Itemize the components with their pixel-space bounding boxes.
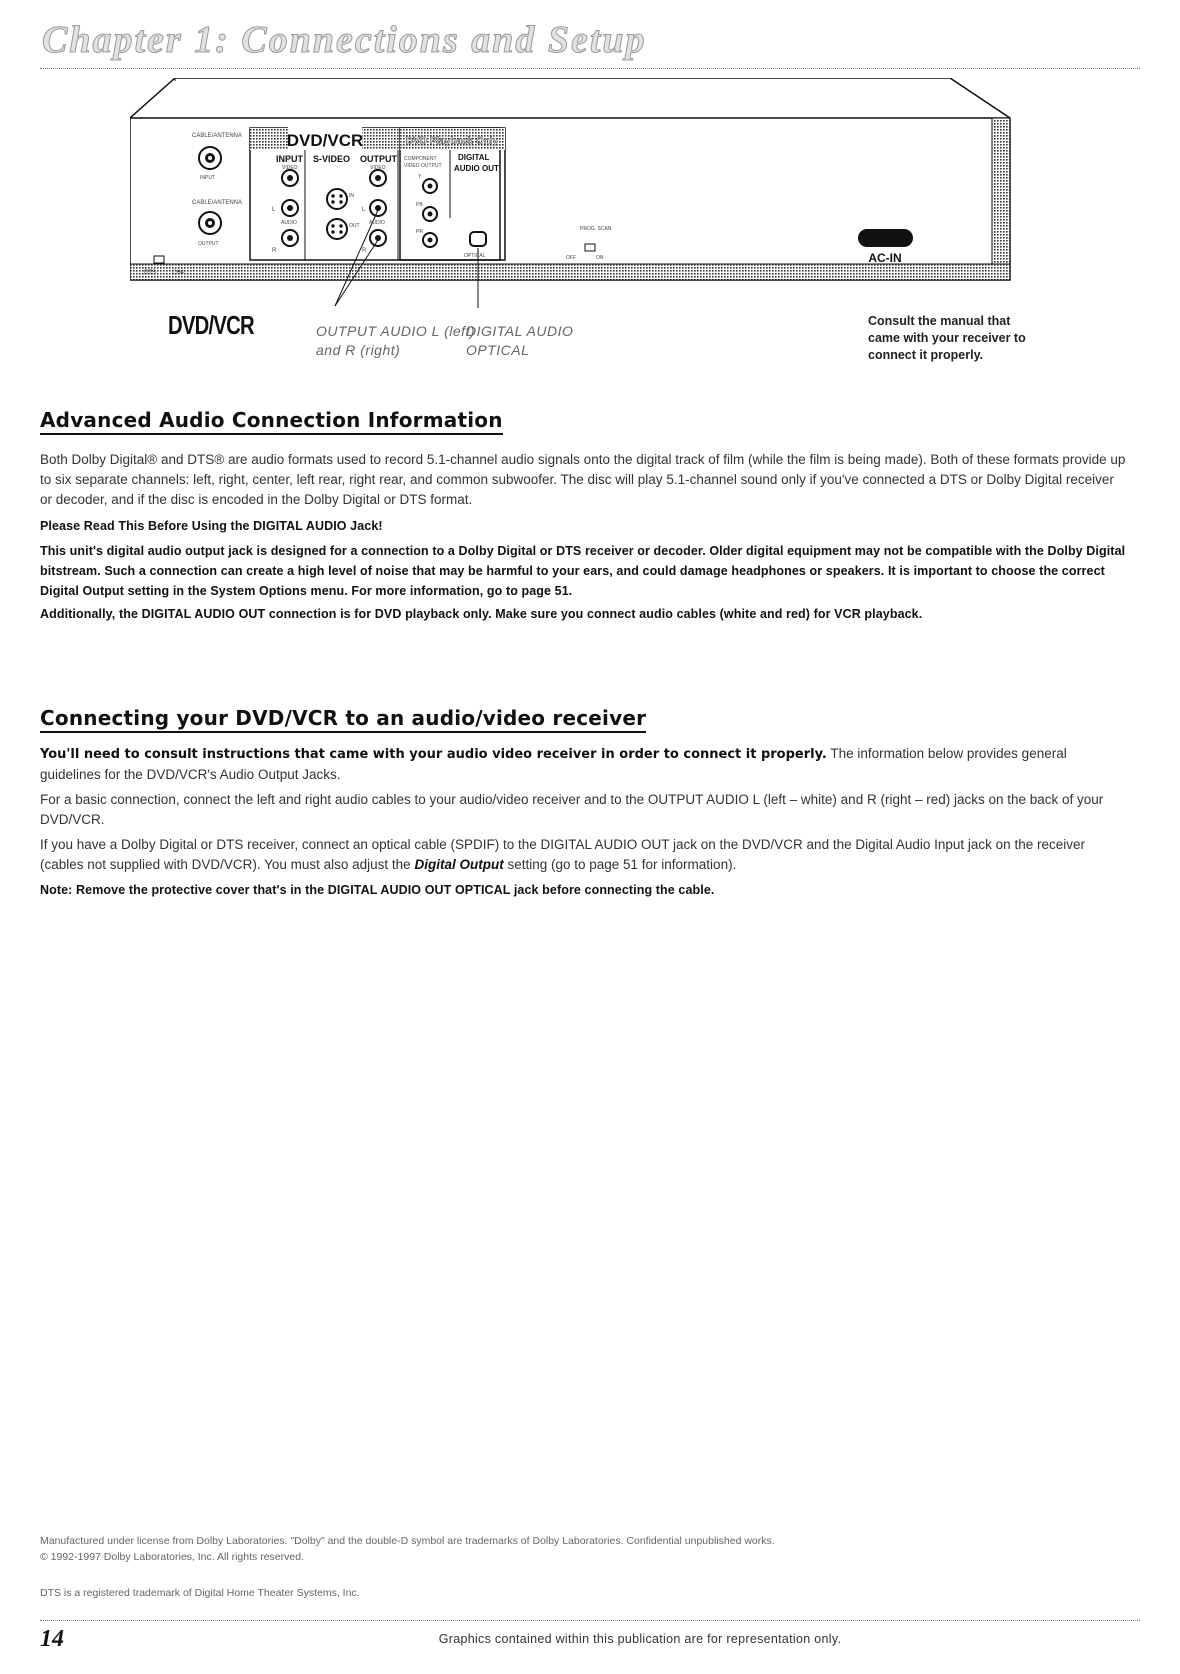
label-on: ON xyxy=(596,255,604,261)
chassis-top-outline xyxy=(130,78,1010,118)
label-component: COMPONENT xyxy=(404,156,437,162)
label-in: IN xyxy=(349,193,354,199)
label-output-small: OUTPUT xyxy=(198,241,219,247)
receiver-basic-connection: For a basic connection, connect the left and right audio cables to your audio/video receiver and to the OUTPUT AUDIO L (left – white) and R (right – red) jacks on the back of your DVD/VCR. xyxy=(40,792,1104,827)
receiver-intro-rest: The information below provides general guidelines for the DVD/VCR's Audio Output Jacks. xyxy=(40,746,1067,782)
callout-output-audio-r: and R (right) xyxy=(316,342,401,358)
digital-audio-warning-title: Please Read This Before Using the DIGITAL AUDIO Jack! xyxy=(40,519,383,533)
label-ac-in: AC-IN xyxy=(868,251,902,265)
digital-audio-warning-body: This unit's digital audio output jack is designed for a connection to a Dolby Digital or DTS receiver or decoder. Older digital equipment may not be compatible with the Dolby Digital bitstream. Such a connection can create a high level of noise that may be harmful to your ears, and could damage headphones or speakers. It is important to choose the correct Digital Output setting in the System Options menu. For more information, go to page 51. xyxy=(40,544,1126,598)
label-svideo: S-VIDEO xyxy=(313,154,351,164)
dts-trademark-line: DTS is a registered trademark of Digital Home Theater Systems, Inc. xyxy=(40,1587,360,1599)
label-r-out: R xyxy=(362,248,367,254)
label-video-output: VIDEO OUTPUT xyxy=(404,163,442,169)
receiver-optical-a: If you have a Dolby Digital or DTS receiver, connect an optical cable (SPDIF) to the DIGITAL AUDIO OUT jack on the DVD/VCR and the Digital Audio Input jack on the receiver (cables not supplied with DVD/VCR). You must also adjust the xyxy=(40,837,1085,872)
optical-jack xyxy=(470,232,486,246)
label-input-small: INPUT xyxy=(200,175,215,181)
label-y: Y xyxy=(418,174,422,180)
label-video-in: VIDEO xyxy=(282,165,298,171)
receiver-intro-bold: You'll need to consult instructions that came with your audio video receiver in order to connect it properly. xyxy=(40,747,827,762)
label-audio-out-small: AUDIO xyxy=(369,220,385,226)
label-cable-antenna-top: CABLE/ANTENNA xyxy=(192,133,243,139)
callout-digital-audio: DIGITAL AUDIO xyxy=(466,323,574,339)
label-pr: PR xyxy=(416,229,423,235)
page-number: 14 xyxy=(40,1626,64,1652)
receiver-optical-connection xyxy=(40,835,1130,875)
label-pb: PB xyxy=(416,202,423,208)
remove-cover-note: Note: Remove the protective cover that's in the DIGITAL AUDIO OUT OPTICAL jack before connecting the cable. xyxy=(40,883,715,897)
label-video-out: VIDEO xyxy=(370,165,386,171)
label-l-in: L xyxy=(272,207,276,213)
receiver-optical-b: setting (go to page 51 for information). xyxy=(503,857,737,872)
rear-panel-diagram xyxy=(130,78,1020,318)
label-l-out: L xyxy=(362,207,366,213)
label-digital: DIGITAL xyxy=(458,153,490,162)
label-output: OUTPUT xyxy=(360,154,397,164)
dolby-license-line: Manufactured under license from Dolby Laboratories. "Dolby" and the double-D symbol are trademarks of Dolby Laboratories. Confidential unpublished works. xyxy=(40,1535,775,1547)
panel-bottom-strip xyxy=(130,264,1010,280)
label-dts: DTS xyxy=(144,270,156,276)
label-audio-in: AUDIO xyxy=(281,220,297,226)
callout-optical: OPTICAL xyxy=(466,342,530,358)
label-ch4: CH4 xyxy=(172,270,185,276)
consult-manual-note: Consult the manual that came with your receiver to connect it properly. xyxy=(868,314,1026,362)
digital-audio-vcr-note: Additionally, the DIGITAL AUDIO OUT connection is for DVD playback only. Make sure you connect audio cables (white and red) for VCR playback. xyxy=(40,607,923,621)
receiver-heading: Connecting your DVD/VCR to an audio/video receiver xyxy=(40,706,646,733)
advanced-audio-heading: Advanced Audio Connection Information xyxy=(40,408,503,435)
label-cable-antenna-bottom: CABLE/ANTENNA xyxy=(192,200,243,206)
ac-in-socket xyxy=(858,229,913,247)
receiver-intro-paragraph xyxy=(40,744,1130,785)
footer-note: Graphics contained within this publication are for representation only. xyxy=(438,1632,842,1646)
panel-end-cap xyxy=(992,118,1010,280)
label-off: OFF xyxy=(566,255,576,261)
callout-output-audio-l: OUTPUT AUDIO L (left) xyxy=(316,323,476,339)
dolby-copyright-line: © 1992-1997 Dolby Laboratories, Inc. All rights reserved. xyxy=(40,1551,304,1563)
advanced-intro-paragraph: Both Dolby Digital® and DTS® are audio formats used to record 5.1-channel audio signals onto the digital track of film (while the film is being made). Both of these formats provide up to six separate channels: left, right, center, left rear, right rear, and common subwoofer. The disc will play 5.1-channel sound only if you've connected a DTS or Dolby Digital receiver or decoder, and if the disc is encoded in the Dolby Digital or DTS format. xyxy=(40,452,1126,507)
label-out: OUT xyxy=(349,223,360,229)
label-audio-out: AUDIO OUT xyxy=(454,164,499,173)
label-input: INPUT xyxy=(276,154,303,164)
footer-rule xyxy=(40,1620,1140,1621)
label-dvd-playback-only: DVD Playback Only xyxy=(405,136,499,147)
digital-output-setting-name: Digital Output xyxy=(414,857,504,872)
label-prog-scan: PROG. SCAN xyxy=(580,226,612,232)
label-r-in: R xyxy=(272,248,277,254)
chapter-title: Chapter 1: Connections and Setup xyxy=(42,19,647,61)
dvdvcr-logo: DVD/VCR xyxy=(168,310,254,340)
chapter-rule xyxy=(40,68,1140,69)
label-dvdvcr-banner: DVD/VCR xyxy=(286,131,364,150)
label-optical: OPTICAL xyxy=(464,253,486,259)
